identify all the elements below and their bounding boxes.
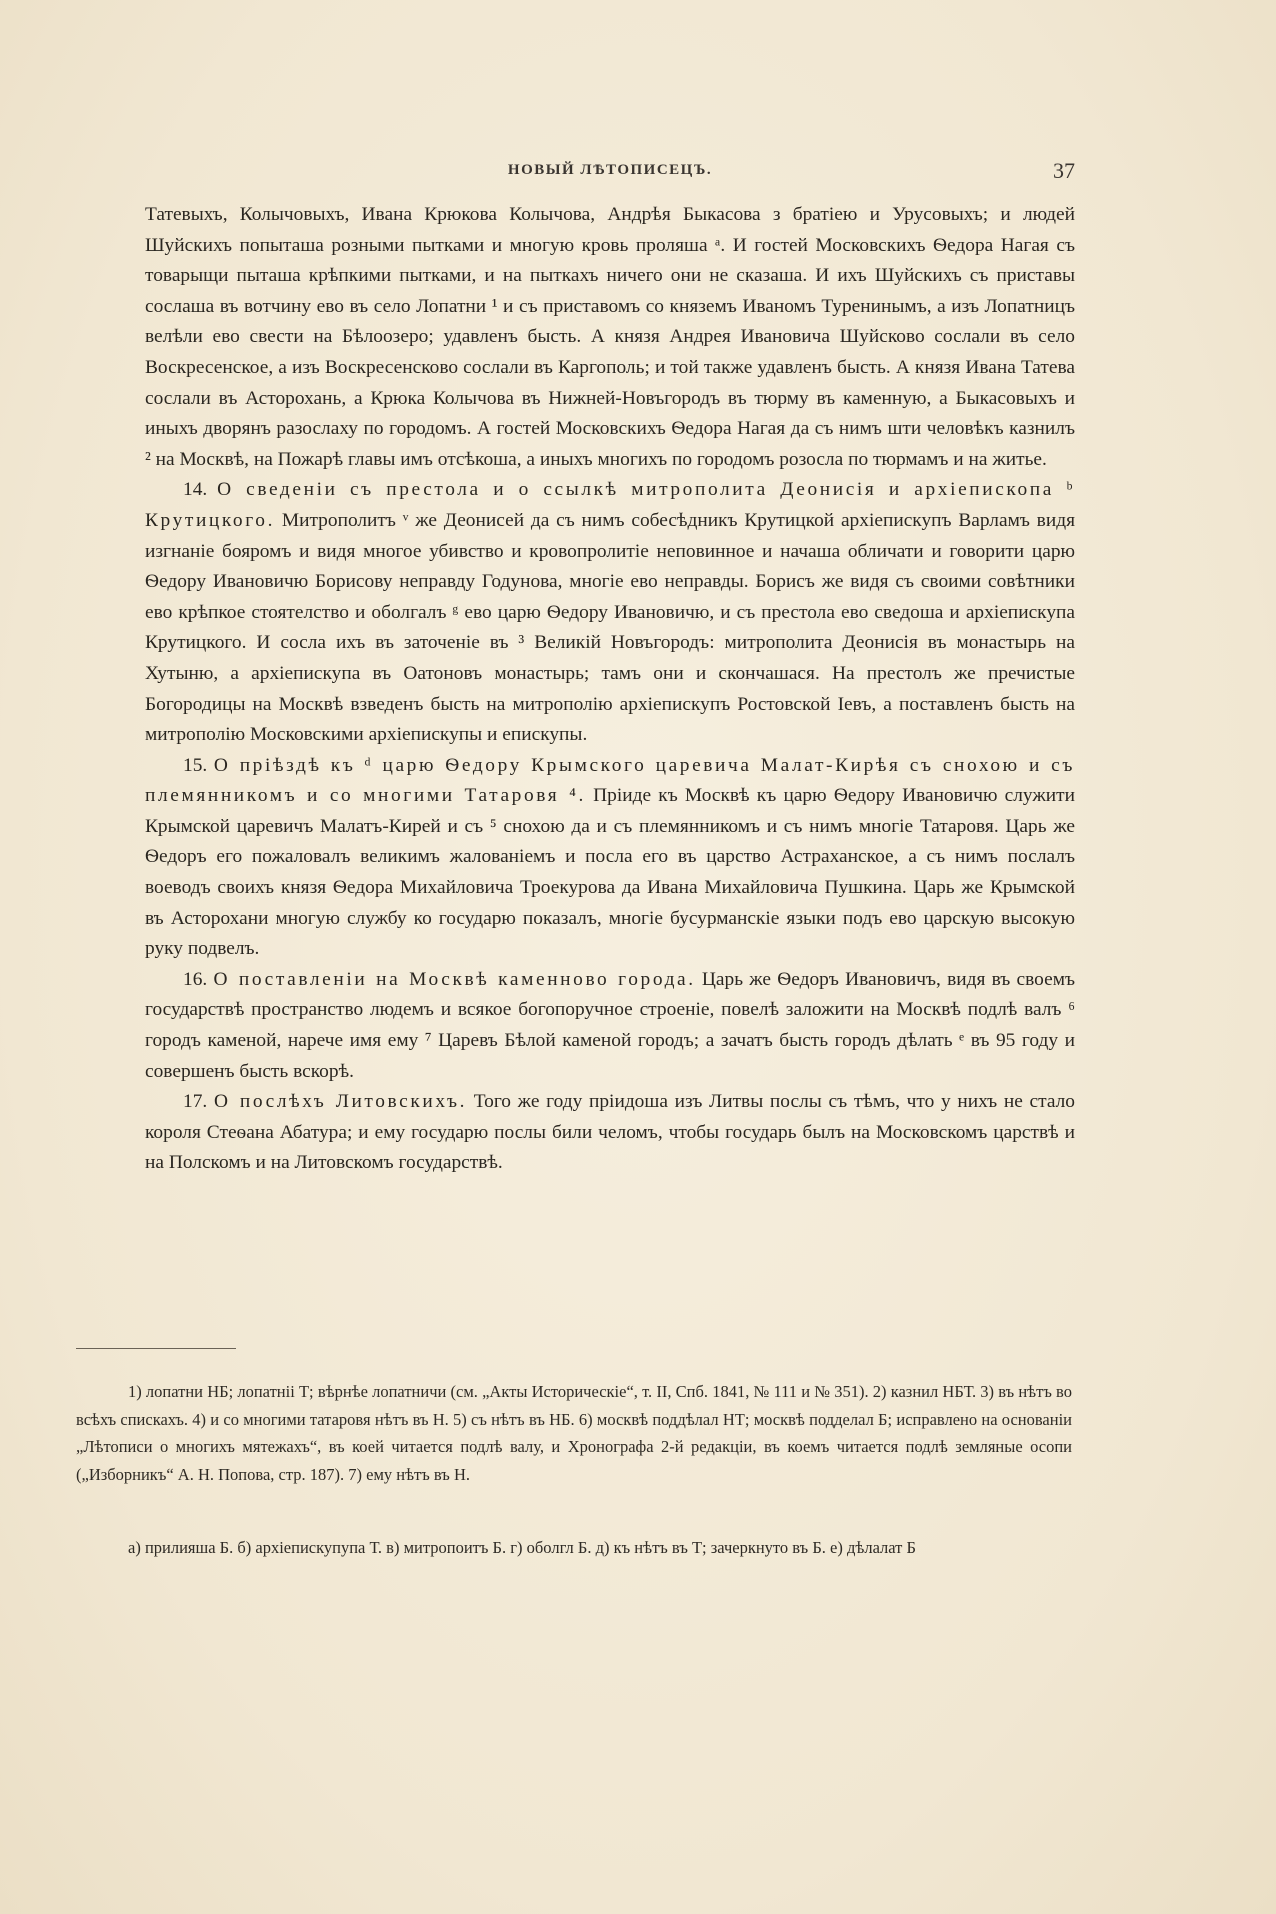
section-14 xyxy=(145,475,1075,750)
footnote-divider xyxy=(76,1348,236,1349)
section-14-heading: О сведенiи съ престола и о ссылкѣ митрополита Деонисiя и архiепископа ᵇ Крутицкого. xyxy=(145,479,1075,531)
section-15 xyxy=(145,751,1075,965)
section-14-text: Митрополитъ ᵛ же Деонисей да съ нимъ собесѣдникъ Крутицкой архiепискупъ Варламъ видя изгнанiе бояромъ и видя многое убивство и кровопролитiе неповинное и начаша обличати и говорити царю Ѳедору Ивановичю Борисову неправду Годунова, многiе ево неправды. Борисъ же видя съ своими совѣтники ево крѣпкое стоятелство и оболгалъ ᵍ ево царю Ѳедору Ивановичю, и съ престола ево сведоша и архiепискупа Крутицкого. И сосла ихъ въ заточенiе въ ³ Великiй Новъгородъ: митрополита Деонисiя въ монастырь на Хутыню, а архiепискупа въ Оатоновъ монастырь; тамъ они и скончашася. На престолъ же пречистые Богородицы на Москвѣ взведенъ бысть на митрополiю архiепискупъ Ростовской Iевъ, а поставленъ бысть на митрополiю Московскими архiепискупы и епискупы. xyxy=(145,509,1075,746)
section-16-number: 16. xyxy=(183,968,208,990)
section-15-heading: О прiѣздѣ къ ᵈ царю Ѳедору Крымского царевича Малат-Кирѣя съ снохою и съ племянникомъ и со многими Татаровя ⁴. xyxy=(145,754,1075,807)
page-number: 37 xyxy=(1053,158,1075,183)
running-title: НОВЫЙ ЛѢТОПИСЕЦЪ. xyxy=(507,162,713,178)
lettered-footnotes xyxy=(76,1534,1072,1562)
main-text xyxy=(145,200,1075,1179)
section-15-number: 15. xyxy=(183,754,208,776)
section-15-text: Прiиде къ Москвѣ къ царю Ѳедору Ивановичю служити Крымской царевичъ Малатъ-Кирей и съ ⁵ снохою да и съ племянникомъ и съ нимъ многiе Татаровя. Царь же Ѳедоръ его пожаловалъ великимъ жалованiемъ и посла его въ царство Астраханское, а съ нимъ послалъ воеводъ своихъ князя Ѳедора Михайловича Троекурова да Ивана Михайловича Пушкина. Царь же Крымской въ Асторохани многую службу ко государю показалъ, многiе бусурманскiе языки подъ ево царскую высокую руку подвелъ. xyxy=(145,785,1076,960)
footnotes-lettered-text: а) прилияша Б. б) архiепискупупа Т. в) митропоитъ Б. г) оболгл Б. д) къ нѣтъ въ Т; зачеркнуто въ Б. е) дѣлалат Б xyxy=(128,1538,916,1557)
section-17 xyxy=(145,1087,1075,1179)
paragraph-intro: Татевыхъ, Колычовыхъ, Ивана Крюкова Колычова, Андрѣя Быкасова з братiею и Урусовыхъ; и людей Шуйскихъ попыташа розными пытками и многую кровь проляша ᵃ. И гостей Московскихъ Ѳедора Нагая съ товарыщи пыташа крѣпкими пытками, и на пыткахъ ничего они не сказаша. И ихъ Шуйскихъ съ приставы сослаша въ вотчину ево въ село Лопатни ¹ и съ приставомъ со княземъ Иваномъ Туренинымъ, а изъ Лопатницъ велѣли ево свести на Бѣлоозеро; удавленъ бысть. А князя Андрея Ивановича Шуйсково сослали въ село Воскресенское, а изъ Воскресенсково сослали въ Каргополь; и той также удавленъ бысть. А князя Ивана Татева сослали въ Асторохань, а Крюка Колычова въ Нижней-Новъгородъ въ тюрму въ каменную, а Быкасовыхъ и иныхъ дворянъ разослаху по городомъ. А гостей Московскихъ Ѳедора Нагая да съ нимъ шти человѣкъ казнилъ ² на Москвѣ, на Пожарѣ главы имъ отсѣкоша, а иныхъ многихъ по городомъ розосла по тюрмамъ и на житье. xyxy=(145,204,1075,470)
section-17-heading: О послѣхъ Литовскихъ. xyxy=(213,1091,468,1113)
page-header xyxy=(145,158,1075,188)
footnotes-numbered-text: 1) лопатни НБ; лопатнiі Т; вѣрнѣе лопатничи (см. „Акты Историческiе“, т. II, Спб. 1841, № 111 и № 351). 2) казнил НБТ. 3) въ нѣтъ во всѣхъ спискахъ. 4) и со многими татаровя нѣтъ въ Н. 5) съ нѣтъ въ НБ. 6) москвѣ поддѣлал НТ; москвѣ подделал Б; исправлено на основанiи „Лѣтописи о многихъ мятежахъ“, въ коей читается подлѣ валу, и Хронографа 2-й редакцiи, въ коемъ читается подлѣ земляные осопи („Изборникъ“ А. Н. Попова, стр. 187). 7) ему нѣтъ въ Н. xyxy=(76,1382,1072,1484)
section-17-text: Того же году прiидоша изъ Литвы послы съ тѣмъ, что у нихъ не стало короля Стеѳана Абатура; и ему государю послы били челомъ, чтобы государь былъ на Московскомъ царствѣ и на Полскомъ и на Литовскомъ государствѣ. xyxy=(145,1091,1075,1174)
section-16 xyxy=(145,965,1075,1087)
section-16-text: Царь же Ѳедоръ Ивановичъ, видя въ своемъ государствѣ пространство людемъ и всякое богопоручное строенiе, повелѣ заложити на Москвѣ подлѣ валъ ⁶ городъ каменой, нарече имя ему ⁷ Царевъ Бѣлой каменой городъ; а зачатъ бысть городъ дѣлать ᵉ въ 95 году и совершенъ бысть вскорѣ. xyxy=(145,968,1075,1082)
section-16-heading: О поставленiи на Москвѣ каменново города. xyxy=(213,968,696,990)
section-17-number: 17. xyxy=(183,1091,208,1113)
numbered-footnotes xyxy=(76,1378,1072,1488)
section-14-number: 14. xyxy=(183,479,208,501)
